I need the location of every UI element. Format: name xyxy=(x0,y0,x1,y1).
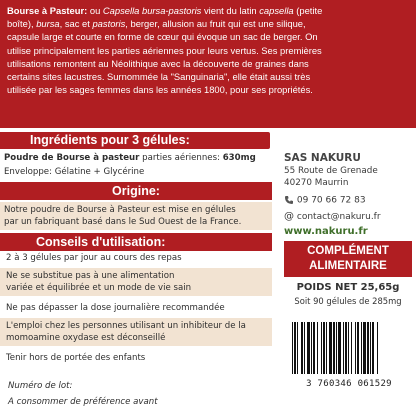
phone-number: 09 70 66 72 83 xyxy=(296,195,366,206)
phone-icon xyxy=(284,195,294,205)
powder-amount: 630mg xyxy=(222,153,256,163)
usage-item-3 xyxy=(6,302,274,314)
origin-box xyxy=(0,202,272,230)
usage-text: momoamine oxydase est déconseillé xyxy=(6,333,166,343)
intro-line-2 xyxy=(7,17,410,30)
powder-label: Poudre de Bourse à pasteur xyxy=(4,153,140,163)
usage-text: 2 à 3 gélules par jour au cours des repas xyxy=(6,253,182,263)
origin-line-2: par un fabriquant basé dans le Sud Ouest de la France. xyxy=(4,217,242,227)
origin-header: Origine: xyxy=(0,182,272,200)
intro-band xyxy=(0,0,416,128)
intro-line-5: utilisations remontent au Néolithique avec la découverte de graines dans xyxy=(7,57,309,69)
powder-parts: parties aériennes: xyxy=(139,153,223,163)
intro-text: vient du latin xyxy=(201,5,260,16)
usage-item-1 xyxy=(6,252,274,264)
company-email xyxy=(284,211,381,222)
intro-line-4: utilise principalement les parties aériennes pour leurs vertus. Ses premières xyxy=(7,44,322,56)
usage-text: L'emploi chez les personnes utilisant un inhibiteur de la xyxy=(6,321,246,331)
barcode xyxy=(288,322,410,388)
usage-item-4 xyxy=(0,318,272,346)
usage-item-2 xyxy=(0,268,272,296)
left-column xyxy=(0,128,280,412)
usage-header: Conseils d'utilisation: xyxy=(0,233,272,251)
best-before: A consommer de préférence avant xyxy=(8,397,158,407)
origin-line-1: Notre poudre de Bourse à Pasteur est mise en gélules xyxy=(4,205,236,215)
usage-item-5 xyxy=(6,352,274,364)
barcode-number: 3 760346 061529 xyxy=(306,379,392,389)
company-city: 40270 Maurrin xyxy=(284,178,349,188)
usage-text: Ne se substitue pas à une alimentation xyxy=(6,271,175,281)
intro-text: , sac et xyxy=(59,18,93,30)
intro-line-3: capsule large et courte en forme de cœur qui évoque un sac de berger. On xyxy=(7,31,318,43)
email-address: contact@nakuru.fr xyxy=(296,212,381,222)
supplement-line-2: ALIMENTAIRE xyxy=(309,260,387,272)
latin-word: capsella xyxy=(259,5,294,16)
company-phone xyxy=(284,195,366,206)
intro-title: Bourse à Pasteur: xyxy=(7,5,88,16)
at-icon: @ xyxy=(284,211,294,222)
ingredients-powder xyxy=(4,152,276,164)
intro-text: ou xyxy=(87,5,103,16)
lot-number: Numéro de lot: xyxy=(8,381,73,391)
company-street: 55 Route de Grenade xyxy=(284,166,378,176)
latin-name: Capsella bursa-pastoris xyxy=(102,5,202,16)
latin-word: bursa xyxy=(36,18,60,30)
capsule-count: Soit 90 gélules de 285mg xyxy=(294,296,402,306)
intro-text: , berger, allusion au fruit qui est une silique, xyxy=(125,18,306,30)
intro-text: (petite xyxy=(293,5,323,16)
barcode-bars xyxy=(288,322,410,378)
usage-text: variée et équilibrée et un mode de vie sain xyxy=(6,283,192,293)
company-website: www.nakuru.fr xyxy=(284,226,368,237)
intro-line-7: utilisée par les sages femmes dans les années 1800, pour ses propriétés. xyxy=(7,84,313,96)
usage-text: Ne pas dépasser la dose journalière recommandée xyxy=(6,303,225,313)
intro-line-6: certains sites lacustres. Surnommée la "Sanguinaria", elle était aussi très xyxy=(7,71,311,83)
usage-text: Tenir hors de portée des enfants xyxy=(6,353,146,363)
intro-text: boîte), xyxy=(7,18,37,30)
company-name: SAS NAKURU xyxy=(284,152,361,164)
latin-word: pastoris xyxy=(92,18,126,30)
ingredients-envelope: Enveloppe: Gélatine + Glycérine xyxy=(4,167,145,177)
ingredients-header: Ingrédients pour 3 gélules: xyxy=(0,132,270,149)
supplement-badge xyxy=(284,241,412,277)
net-weight: POIDS NET 25,65g xyxy=(296,282,400,293)
intro-line-1 xyxy=(7,4,410,17)
supplement-line-1: COMPLÉMENT xyxy=(307,245,389,257)
